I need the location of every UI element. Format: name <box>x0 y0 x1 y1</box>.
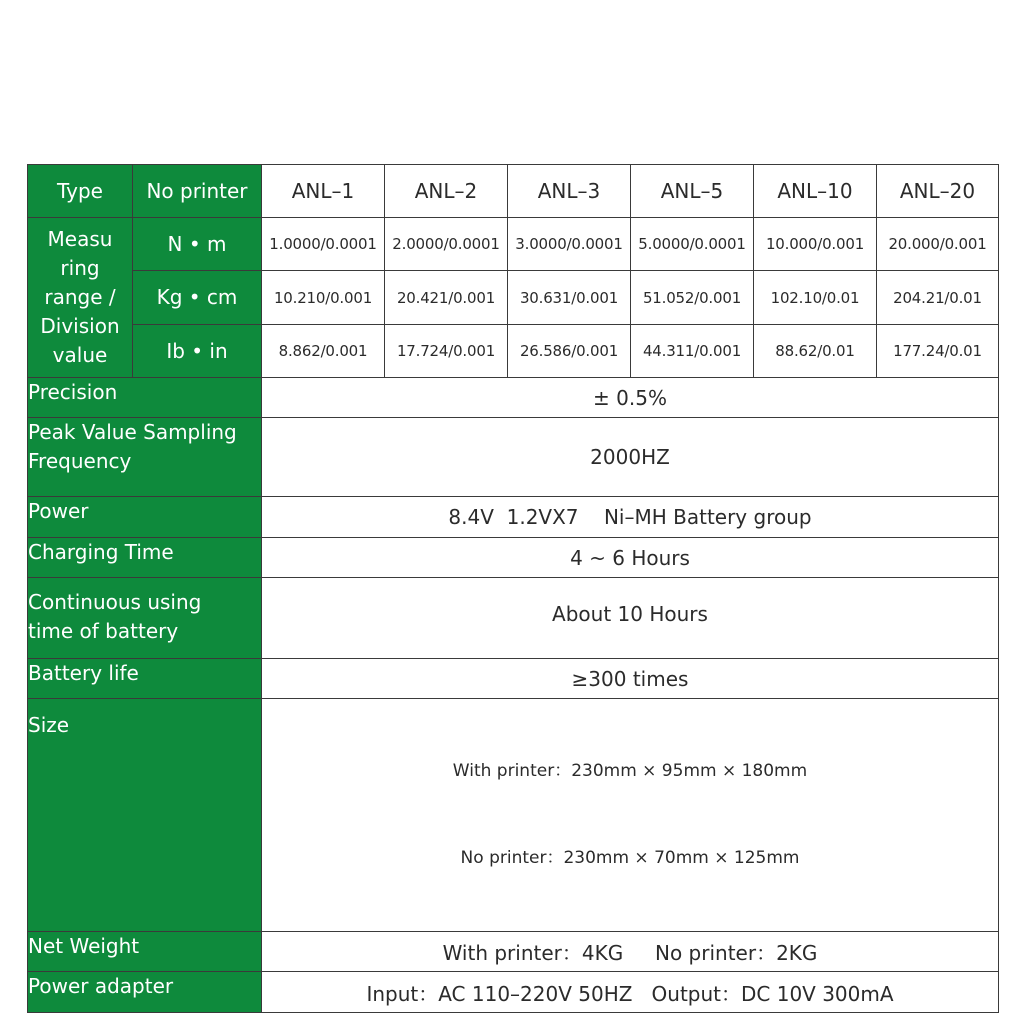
table-cell: 51.052/0.001 <box>631 271 754 325</box>
table-cell: 1.0000/0.0001 <box>262 218 385 271</box>
table-cell: 204.21/0.01 <box>877 271 999 325</box>
table-cell: 3.0000/0.0001 <box>508 218 631 271</box>
battery-life-value: ≥300 times <box>262 659 999 699</box>
adapter-label: Power adapter <box>28 972 262 1013</box>
model-anl-10: ANL–10 <box>754 165 877 218</box>
table-cell: 30.631/0.001 <box>508 271 631 325</box>
table-cell: 102.10/0.01 <box>754 271 877 325</box>
sampling-value: 2000HZ <box>262 418 999 497</box>
weight-value: With printer：4KG No printer：2KG <box>262 932 999 972</box>
adapter-row <box>28 972 999 1013</box>
charging-value: 4 ~ 6 Hours <box>262 538 999 578</box>
sampling-row <box>28 418 999 497</box>
model-anl-20: ANL–20 <box>877 165 999 218</box>
continuous-value: About 10 Hours <box>262 578 999 659</box>
continuous-row <box>28 578 999 659</box>
model-anl-5: ANL–5 <box>631 165 754 218</box>
table-cell: 26.586/0.001 <box>508 325 631 378</box>
power-row <box>28 497 999 538</box>
precision-row <box>28 378 999 418</box>
table-cell: 17.724/0.001 <box>385 325 508 378</box>
precision-value: ± 0.5% <box>262 378 999 418</box>
weight-label: Net Weight <box>28 932 262 972</box>
table-cell: 8.862/0.001 <box>262 325 385 378</box>
table-cell: 10.000/0.001 <box>754 218 877 271</box>
size-label: Size <box>28 699 262 932</box>
adapter-value: Input：AC 110–220V 50HZ Output：DC 10V 300mA <box>262 972 999 1013</box>
battery-life-label: Battery life <box>28 659 262 699</box>
specification-table <box>27 164 999 1013</box>
table-cell: 88.62/0.01 <box>754 325 877 378</box>
precision-label: Precision <box>28 378 262 418</box>
table-cell: 20.421/0.001 <box>385 271 508 325</box>
table-row <box>28 325 999 378</box>
type-header: Type <box>28 165 133 218</box>
no-printer-header: No printer <box>133 165 262 218</box>
model-anl-1: ANL–1 <box>262 165 385 218</box>
table-cell: 177.24/0.01 <box>877 325 999 378</box>
sampling-label: Peak Value Sampling Frequency <box>28 418 262 497</box>
header-row <box>28 165 999 218</box>
model-anl-3: ANL–3 <box>508 165 631 218</box>
unit-label: Ib • in <box>133 325 262 378</box>
battery-life-row <box>28 659 999 699</box>
weight-row <box>28 932 999 972</box>
table-row <box>28 218 999 271</box>
unit-label: Kg • cm <box>133 271 262 325</box>
charging-row <box>28 538 999 578</box>
continuous-label: Continuous using time of battery <box>28 578 262 659</box>
model-anl-2: ANL–2 <box>385 165 508 218</box>
unit-label: N • m <box>133 218 262 271</box>
range-label: Measu ring range / Division value <box>28 218 133 378</box>
power-label: Power <box>28 497 262 538</box>
table-cell: 44.311/0.001 <box>631 325 754 378</box>
table-row <box>28 271 999 325</box>
charging-label: Charging Time <box>28 538 262 578</box>
power-value: 8.4V 1.2VX7 Ni–MH Battery group <box>262 497 999 538</box>
table-cell: 20.000/0.001 <box>877 218 999 271</box>
table-cell: 2.0000/0.0001 <box>385 218 508 271</box>
size-value: With printer：230mm × 95mm × 180mm No printer：230mm × 70mm × 125mm <box>262 699 999 932</box>
table-cell: 5.0000/0.0001 <box>631 218 754 271</box>
size-row <box>28 699 999 932</box>
table-cell: 10.210/0.001 <box>262 271 385 325</box>
